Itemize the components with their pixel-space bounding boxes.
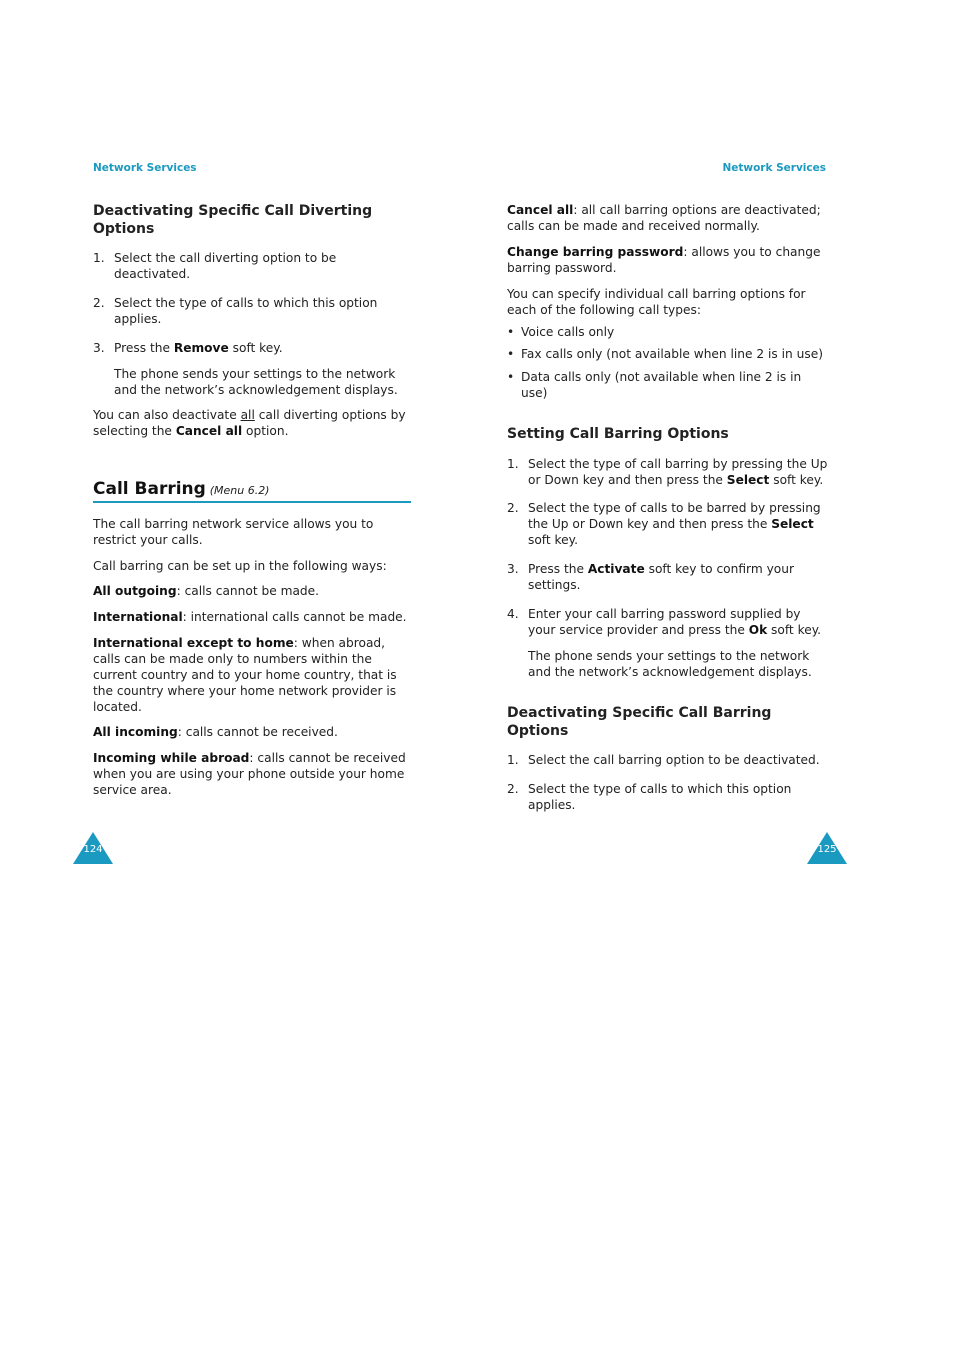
list-number: 1. [507,457,519,471]
paragraph-ways: Call barring can be set up in the following ways: [93,559,387,573]
list-text: Select the type of calls to which this option applies. [114,296,378,326]
option-cancel-all: Cancel all: all call barring options are deactivated; calls can be made and received normally. [507,203,821,233]
list-text: Select the type of call barring by pressing the Up or Down key and then press the Select soft key. [528,457,828,487]
section-title-call-barring [93,478,413,502]
paragraph-intro: The call barring network service allows you to restrict your calls. [93,517,374,547]
list-number: 1. [507,753,519,767]
running-head-right: Network Services [722,162,826,174]
option-international-except-home: International except to home: when abroad, calls can be made only to numbers within the current country and to your home country, that is the country where your home network provider is located. [93,636,397,714]
list-number: 3. [93,341,105,355]
list-text: Voice calls only [521,325,615,339]
option-all-incoming: All incoming: calls cannot be received. [93,725,338,739]
list-text: Select the call barring option to be deactivated. [528,753,820,767]
list-number: 2. [507,501,519,515]
list-text: Select the type of calls to which this option applies. [528,782,792,812]
list-number: 3. [507,562,519,576]
option-international: International: international calls cannot be made. [93,610,407,624]
call-barring-title: Call Barring [93,479,206,499]
section-rule [93,501,411,503]
list-number: 2. [507,782,519,796]
option-change-password: Change barring password: allows you to change barring password. [507,245,821,275]
bullet: • [507,347,515,361]
page-number: 125 [817,844,837,855]
heading-deactivating-diverting: Deactivating Specific Call Diverting Options [93,203,373,237]
heading-deactivating-barring: Deactivating Specific Call Barring Options [507,705,772,739]
list-number: 2. [93,296,105,310]
list-text: Press the Activate soft key to confirm your settings. [528,562,794,592]
list-text: Select the call diverting option to be deactivated. [114,251,337,281]
list-number: 1. [93,251,105,265]
heading-setting-barring: Setting Call Barring Options [507,426,729,442]
bullet: • [507,325,515,339]
bullet: • [507,370,515,384]
list-text: Data calls only (not available when line 2 is in use) [521,370,802,400]
list-text: Fax calls only (not available when line 2 is in use) [521,347,823,361]
list-text: Enter your call barring password supplied by your service provider and press the Ok soft key. [528,607,822,637]
option-all-outgoing: All outgoing: calls cannot be made. [93,584,320,598]
menu-reference: (Menu 6.2) [209,484,270,497]
list-number: 4. [507,607,519,621]
paragraph-cancel-all: You can also deactivate all call diverting options by selecting the Cancel all option. [93,408,406,438]
list-text: Select the type of calls to be barred by pressing the Up or Down key and then press the Select soft key. [528,501,821,547]
paragraph-specify: You can specify individual call barring options for each of the following call types: [507,287,806,317]
option-incoming-abroad: Incoming while abroad: calls cannot be received when you are using your phone outside your home service area. [93,751,406,797]
page-number-badge-left [73,832,113,864]
page-number-badge-right [807,832,847,864]
running-head-left: Network Services [93,162,197,174]
list-text: Press the Remove soft key. [114,341,283,355]
page-number: 124 [83,844,103,855]
